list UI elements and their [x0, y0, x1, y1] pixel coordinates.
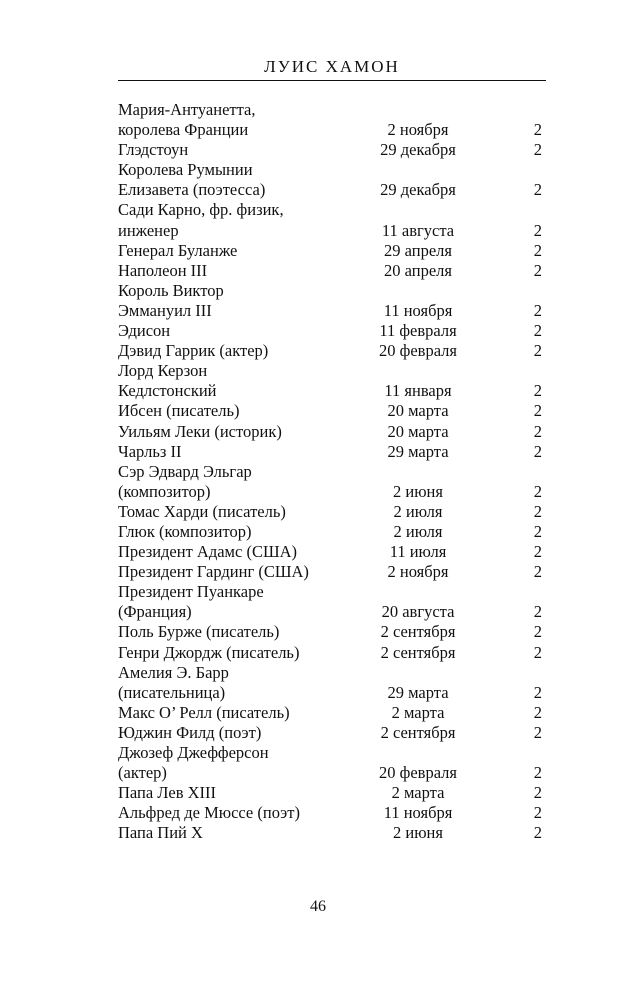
- person-name: Кедлстонский: [118, 381, 217, 401]
- birth-date: 2 июня: [393, 823, 443, 843]
- birth-date: 29 декабря: [380, 140, 456, 160]
- table-row: [118, 803, 546, 823]
- person-name: Сади Карно, фр. физик,: [118, 200, 284, 220]
- person-name: Сэр Эдвард Эльгар: [118, 461, 252, 481]
- person-name: инженер: [118, 220, 179, 240]
- table-row: [118, 401, 546, 421]
- table-row: [118, 140, 546, 160]
- table-row: [118, 502, 546, 522]
- person-name: Президент Пуанкаре: [118, 582, 264, 602]
- person-name: Елизавета (поэтесса): [118, 180, 266, 200]
- number-value: 2: [533, 441, 542, 461]
- table-row: [118, 723, 546, 743]
- number-value: 2: [533, 622, 542, 642]
- birth-date: 11 января: [384, 381, 452, 401]
- table-row: [118, 200, 546, 220]
- birth-date: 2 сентября: [380, 622, 456, 642]
- number-value: 2: [533, 803, 542, 823]
- number-value: 2: [533, 562, 542, 582]
- birth-date: 2 ноября: [387, 562, 449, 582]
- birth-date: 29 декабря: [380, 180, 456, 200]
- number-value: 2: [533, 501, 542, 521]
- table-row: [118, 301, 546, 321]
- number-value: 2: [533, 642, 542, 662]
- person-name: Уильям Леки (историк): [118, 421, 282, 441]
- birth-date: 2 марта: [391, 702, 445, 722]
- header-rule: [118, 80, 546, 81]
- table-row: [118, 622, 546, 642]
- person-name: королева Франции: [118, 120, 249, 140]
- number-value: 2: [533, 722, 542, 742]
- table-row: [118, 442, 546, 462]
- table-row: [118, 602, 546, 622]
- person-name: (актер): [118, 763, 167, 783]
- number-value: 2: [533, 763, 542, 783]
- table-row: [118, 361, 546, 381]
- table-row: [118, 482, 546, 502]
- person-name: (композитор): [118, 481, 211, 501]
- person-name: Джозеф Джефферсон: [118, 743, 269, 762]
- person-name: Генри Джордж (писатель): [118, 642, 300, 662]
- person-name: Альфред де Мюссе (поэт): [118, 803, 300, 823]
- page-number: 46: [310, 898, 326, 915]
- birth-date: 2 ноября: [387, 120, 449, 140]
- birth-date: 2 июня: [393, 481, 443, 501]
- person-name: Дэвид Гаррик (актер): [118, 341, 269, 361]
- person-name: Юджин Филд (поэт): [118, 722, 262, 742]
- number-value: 2: [533, 783, 542, 803]
- running-header: ЛУИС ХАМОН: [264, 57, 400, 76]
- birth-date: 2 июля: [393, 501, 443, 521]
- person-name: Ибсен (писатель): [118, 401, 240, 421]
- table-row: [118, 341, 546, 361]
- birth-date: 20 февраля: [379, 341, 457, 361]
- number-value: 2: [533, 702, 542, 722]
- birth-date: 20 марта: [387, 421, 449, 441]
- table-row: [118, 381, 546, 401]
- table-row: [118, 643, 546, 663]
- number-value: 2: [533, 682, 542, 702]
- table-row: [118, 582, 546, 602]
- birth-date: 20 февраля: [379, 763, 457, 783]
- birthdate-table: [118, 100, 546, 843]
- table-row: [118, 783, 546, 803]
- birth-date: 11 ноября: [383, 803, 453, 823]
- birth-date: 11 ноября: [383, 300, 453, 320]
- table-row: [118, 100, 546, 120]
- table-row: [118, 763, 546, 783]
- birth-date: 2 сентября: [380, 642, 456, 662]
- number-value: 2: [533, 180, 542, 200]
- birth-date: 2 июля: [393, 521, 443, 541]
- table-row: [118, 562, 546, 582]
- birth-date: 29 марта: [387, 441, 449, 461]
- person-name: Король Виктор: [118, 280, 224, 300]
- person-name: Макс О’ Релл (писатель): [118, 702, 290, 722]
- person-name: (писательница): [118, 682, 226, 702]
- birth-date: 20 апреля: [384, 260, 452, 280]
- person-name: Эммануил III: [118, 300, 212, 320]
- table-row: [118, 462, 546, 482]
- table-row: [118, 683, 546, 703]
- table-row: [118, 743, 546, 763]
- number-value: 2: [533, 381, 542, 401]
- person-name: Наполеон III: [118, 260, 208, 280]
- table-row: [118, 221, 546, 241]
- table-row: [118, 663, 546, 683]
- number-value: 2: [533, 542, 542, 562]
- number-value: 2: [533, 341, 542, 361]
- birth-date: 29 марта: [387, 682, 449, 702]
- table-row: [118, 422, 546, 442]
- table-row: [118, 703, 546, 723]
- number-value: 2: [533, 260, 542, 280]
- table-row: [118, 160, 546, 180]
- number-value: 2: [533, 421, 542, 441]
- table-row: [118, 261, 546, 281]
- birth-date: 11 февраля: [379, 321, 457, 341]
- person-name: Чарльз II: [118, 441, 182, 461]
- birth-date: 11 августа: [381, 220, 455, 240]
- number-value: 2: [533, 481, 542, 501]
- number-value: 2: [533, 602, 542, 622]
- birth-date: 20 марта: [387, 401, 449, 421]
- table-row: [118, 522, 546, 542]
- table-row: [118, 120, 546, 140]
- table-row: [118, 542, 546, 562]
- table-row: [118, 180, 546, 200]
- person-name: Амелия Э. Барр: [118, 662, 229, 682]
- person-name: Томас Харди (писатель): [118, 501, 286, 521]
- number-value: 2: [533, 401, 542, 421]
- number-value: 2: [533, 220, 542, 240]
- birth-date: 20 августа: [381, 602, 455, 622]
- person-name: Глэдстоун: [118, 140, 189, 160]
- person-name: Эдисон: [118, 321, 171, 341]
- birth-date: 2 марта: [391, 783, 445, 803]
- number-value: 2: [533, 120, 542, 140]
- table-row: [118, 823, 546, 843]
- number-value: 2: [533, 240, 542, 260]
- number-value: 2: [533, 140, 542, 160]
- birth-date: 2 сентября: [380, 722, 456, 742]
- number-value: 2: [533, 300, 542, 320]
- table-row: [118, 241, 546, 261]
- number-value: 2: [533, 823, 542, 843]
- person-name: Поль Бурже (писатель): [118, 622, 280, 642]
- person-name: Папа Пий X: [118, 823, 203, 843]
- person-name: Генерал Буланже: [118, 240, 238, 260]
- table-row: [118, 321, 546, 341]
- person-name: Королева Румынии: [118, 160, 253, 180]
- table-row: [118, 281, 546, 301]
- person-name: Мария-Антуанетта,: [118, 100, 256, 119]
- birth-date: 29 апреля: [384, 240, 452, 260]
- person-name: Президент Адамс (США): [118, 542, 298, 562]
- person-name: Лорд Керзон: [118, 361, 208, 381]
- person-name: Президент Гардинг (США): [118, 562, 309, 582]
- person-name: Глюк (композитор): [118, 521, 252, 541]
- person-name: Папа Лев XIII: [118, 783, 217, 803]
- number-value: 2: [533, 521, 542, 541]
- person-name: (Франция): [118, 602, 192, 622]
- number-value: 2: [533, 321, 542, 341]
- birth-date: 11 июля: [389, 542, 447, 562]
